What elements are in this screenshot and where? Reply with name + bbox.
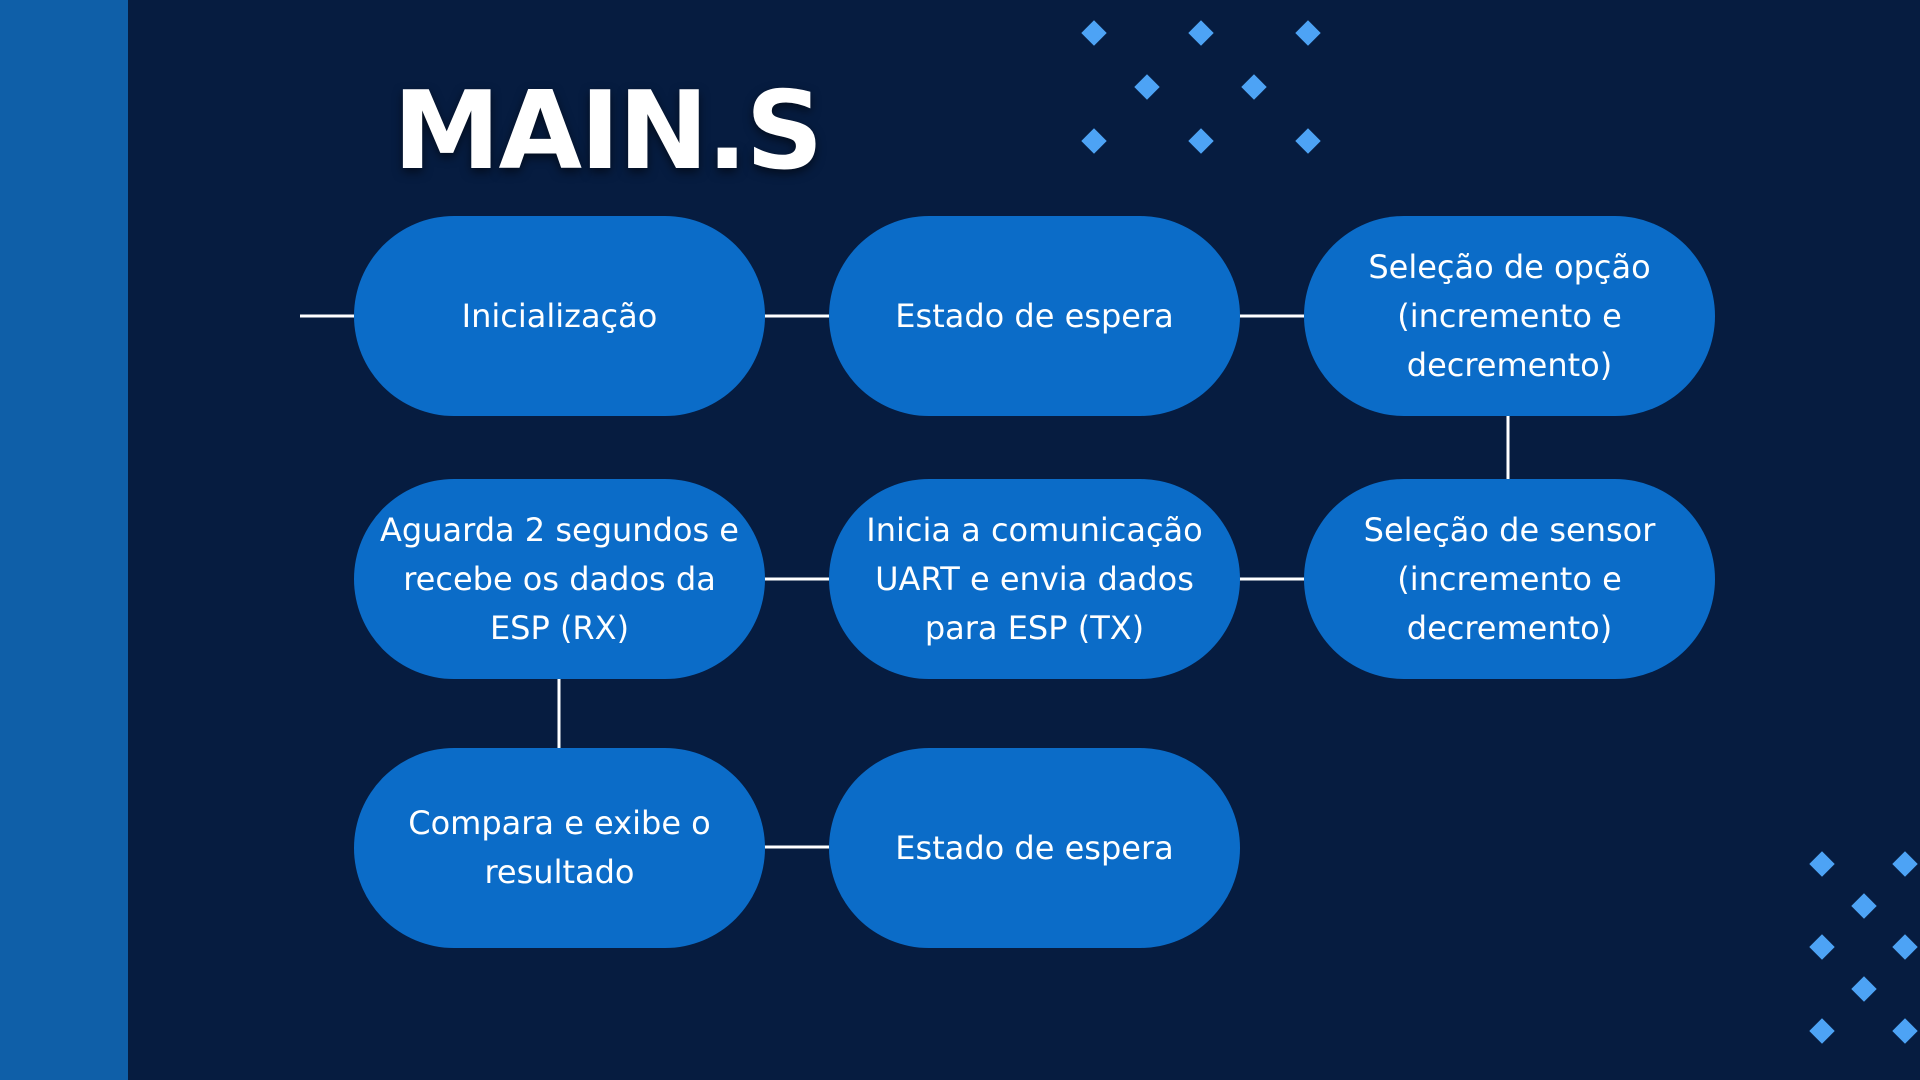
node-inicia-comunicacao [829,479,1240,679]
node-estado-espera-1 [829,216,1240,416]
node-label: Aguarda 2 segundos e recebe os dados da ESP (RX) [380,510,739,647]
node-inicializacao [354,216,765,416]
page-title: MAIN.S [393,69,822,194]
node-aguarda-recebe [354,479,765,679]
node-label: Estado de espera [895,828,1174,867]
node-label: Compara e exibe o resultado [408,804,711,891]
node-estado-espera-2 [829,748,1240,948]
node-selecao-opcao [1304,216,1715,416]
node-label: Estado de espera [895,296,1174,335]
node-label: Inicialização [461,296,658,335]
node-label: Seleção de sensor (incremento e decremento) [1363,510,1656,647]
node-label: Inicia a comunicação UART e envia dados para ESP (TX) [866,510,1203,647]
node-selecao-sensor [1304,479,1715,679]
node-label: Seleção de opção (incremento e decremento) [1368,247,1651,384]
node-compara-exibe [354,748,765,948]
